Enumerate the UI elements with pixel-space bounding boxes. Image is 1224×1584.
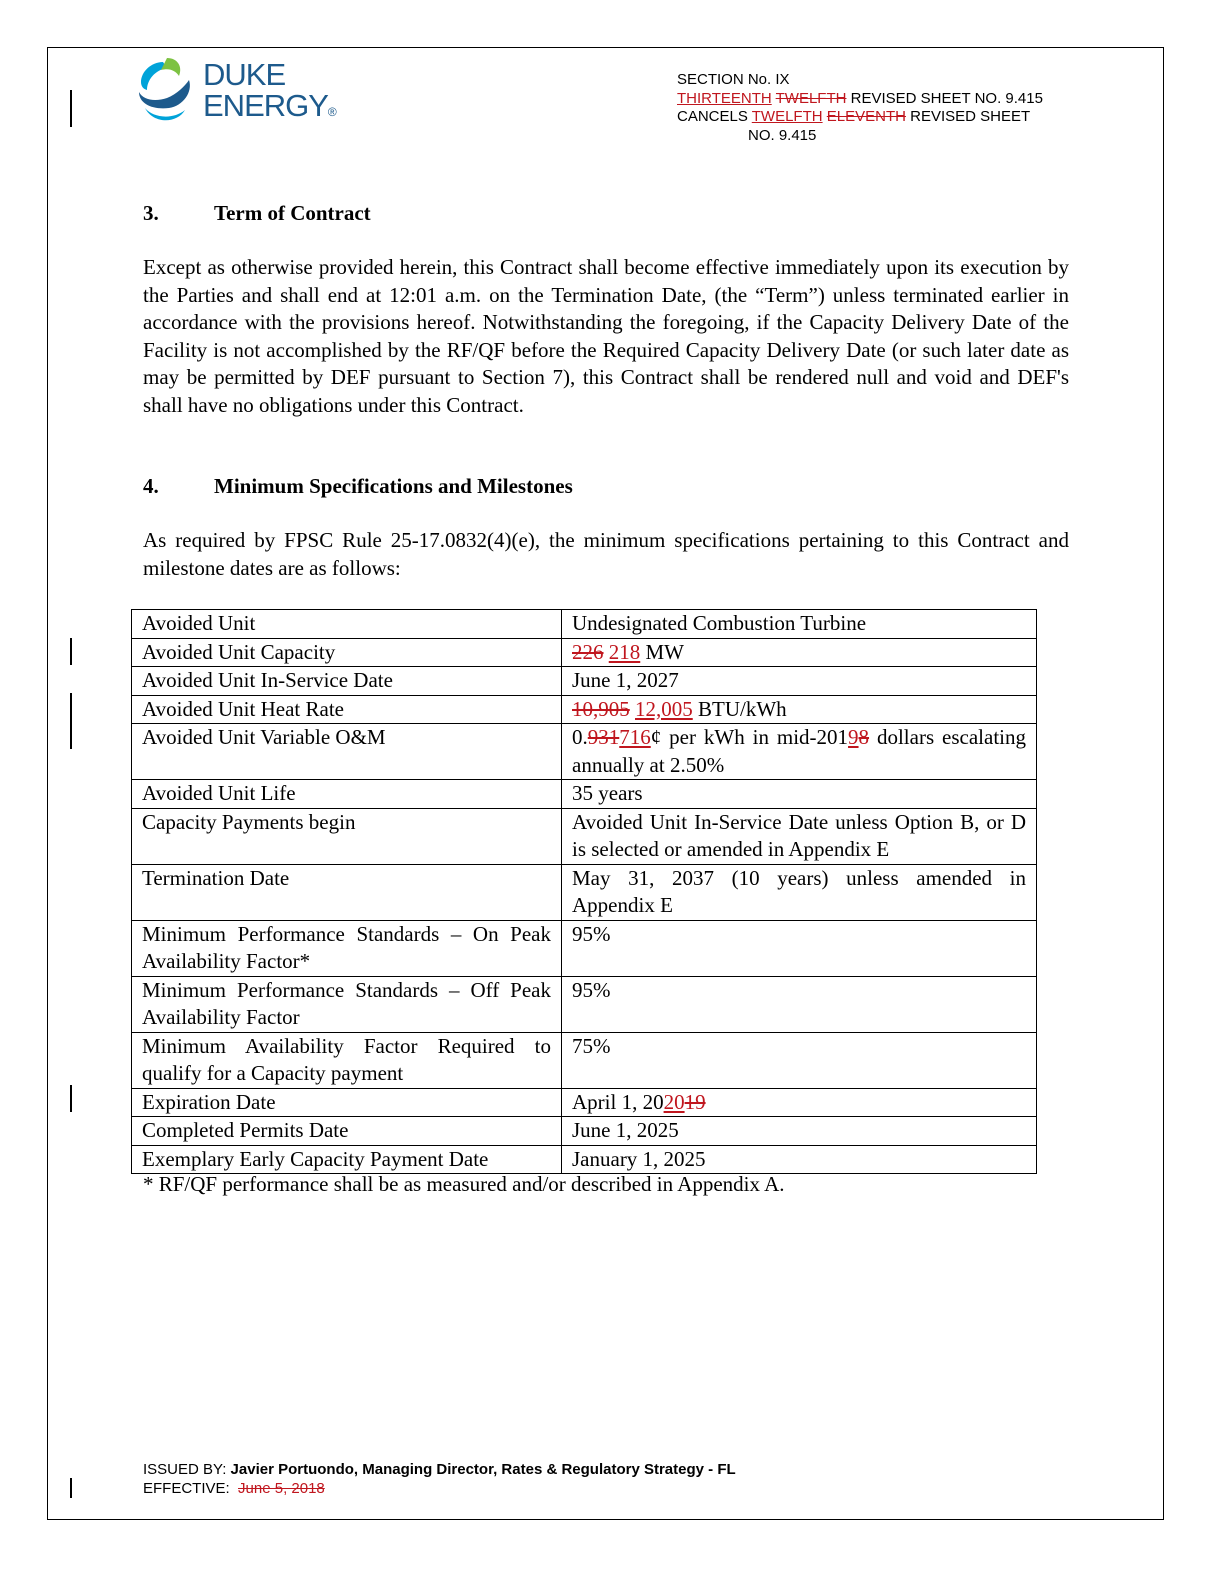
- logo-line-2: ENERGY: [203, 88, 328, 123]
- table-cell-value: Avoided Unit In-Service Date unless Option B, or D is selected or amended in Appendix E: [562, 808, 1037, 864]
- table-cell-value: January 1, 2025: [562, 1145, 1037, 1174]
- table-cell-value: June 1, 2025: [562, 1117, 1037, 1146]
- table-footnote: * RF/QF performance shall be as measured and/or described in Appendix A.: [143, 1172, 785, 1196]
- table-cell-label: Avoided Unit: [132, 610, 562, 639]
- logo-wordmark: [203, 59, 337, 128]
- table-cell-label: Avoided Unit In-Service Date: [132, 667, 562, 696]
- section-4-body: As required by FPSC Rule 25-17.0832(4)(e), the minimum specifications pertaining to this Contract and milestone dates are as follows:: [143, 528, 1069, 580]
- effective-line: EFFECTIVE: June 5, 2018: [143, 1480, 325, 1497]
- table-cell-label: Termination Date: [132, 864, 562, 920]
- table-cell-label: Avoided Unit Life: [132, 780, 562, 809]
- duke-energy-logo-mark-icon: [133, 56, 201, 126]
- table-cell-label: Minimum Performance Standards – On Peak Availability Factor*: [132, 920, 562, 976]
- table-cell-value: April 1, 202019: [562, 1088, 1037, 1117]
- sheet-header: [677, 71, 1043, 145]
- table-cell-value: 95%: [562, 920, 1037, 976]
- table-row: [132, 724, 1037, 780]
- change-bar-header: [70, 90, 72, 127]
- table-cell-value: 0.931716¢ per kWh in mid-20198 dollars escalating annually at 2.50%: [562, 724, 1037, 780]
- change-bar-capacity: [70, 638, 72, 665]
- page-footer: [143, 1460, 736, 1498]
- section-3-heading: 3. Term of Contract: [143, 201, 371, 225]
- table-row: [132, 1032, 1037, 1088]
- table-row: [132, 1088, 1037, 1117]
- table-cell-value: 75%: [562, 1032, 1037, 1088]
- duke-energy-logo: [133, 56, 343, 128]
- table-row: [132, 864, 1037, 920]
- table-cell-label: Avoided Unit Heat Rate: [132, 695, 562, 724]
- table-cell-value: 35 years: [562, 780, 1037, 809]
- table-cell-value: 95%: [562, 976, 1037, 1032]
- table-cell-label: Capacity Payments begin: [132, 808, 562, 864]
- table-row: [132, 638, 1037, 667]
- change-bar-effective: [70, 1478, 72, 1498]
- revised-sheet-line: THIRTEENTH TWELFTH REVISED SHEET NO. 9.415: [677, 89, 1043, 107]
- table-cell-value: Undesignated Combustion Turbine: [562, 610, 1037, 639]
- table-row: [132, 976, 1037, 1032]
- table-row: [132, 695, 1037, 724]
- table-row: [132, 920, 1037, 976]
- table-row: [132, 780, 1037, 809]
- logo-registered-mark: ®: [327, 105, 337, 119]
- table-cell-label: Completed Permits Date: [132, 1117, 562, 1146]
- table-row: [132, 610, 1037, 639]
- table-cell-value: June 1, 2027: [562, 667, 1037, 696]
- section-3-body: Except as otherwise provided herein, this Contract shall become effective immediately upon its execution by the Parties and shall end at 12:01 a.m. on the Termination Date, (the “Term”) unless terminated earlier in accordance with the provisions hereof. Notwithstanding the foregoing, if the Capacity Delivery Date of the Facility is not accomplished by the RF/QF before the Required Capacity Delivery Date (or such later date as may be permitted by DEF pursuant to Section 7), this Contract shall be rendered null and void and DEF's shall have no obligations under this Contract.: [143, 255, 1069, 417]
- table-cell-value: May 31, 2037 (10 years) unless amended in Appendix E: [562, 864, 1037, 920]
- logo-line-1: DUKE: [203, 57, 286, 92]
- table-cell-label: Avoided Unit Capacity: [132, 638, 562, 667]
- table-cell-label: Expiration Date: [132, 1088, 562, 1117]
- issued-by-line: ISSUED BY: Javier Portuondo, Managing Director, Rates & Regulatory Strategy - FL: [143, 1461, 736, 1478]
- table-row: [132, 1145, 1037, 1174]
- change-bar-expiration: [70, 1085, 72, 1112]
- section-4-heading: 4. Minimum Specifications and Milestones: [143, 474, 573, 498]
- table-cell-value: 226 218 MW: [562, 638, 1037, 667]
- change-bar-heat-rate: [70, 693, 72, 749]
- section-number: SECTION No. IX: [677, 71, 790, 88]
- table-row: [132, 808, 1037, 864]
- table-cell-label: Avoided Unit Variable O&M: [132, 724, 562, 780]
- cancels-sheet-line: CANCELS TWELFTH ELEVENTH REVISED SHEET: [677, 108, 1031, 125]
- cancels-sheet-number: NO. 9.415: [748, 126, 817, 144]
- table-cell-value: 10,905 12,005 BTU/kWh: [562, 695, 1037, 724]
- table-cell-label: Minimum Performance Standards – Off Peak Availability Factor: [132, 976, 562, 1032]
- table-row: [132, 667, 1037, 696]
- table-cell-label: Minimum Availability Factor Required to qualify for a Capacity payment: [132, 1032, 562, 1088]
- table-cell-label: Exemplary Early Capacity Payment Date: [132, 1145, 562, 1174]
- specifications-table: [131, 609, 1037, 1174]
- table-row: [132, 1117, 1037, 1146]
